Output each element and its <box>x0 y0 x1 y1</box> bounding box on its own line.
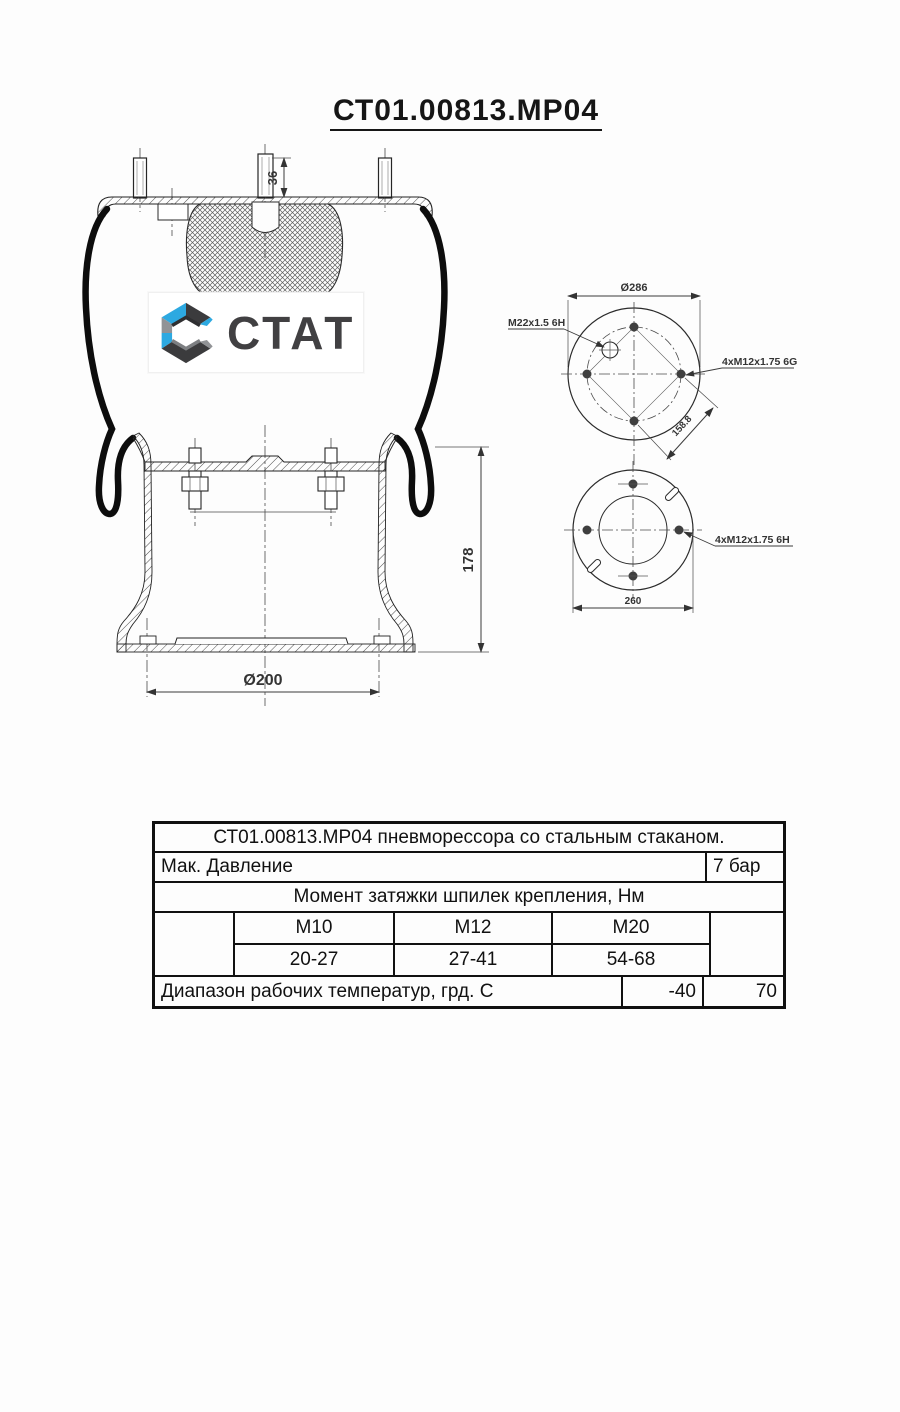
spec-table <box>152 821 786 1009</box>
port-label-group <box>508 317 604 347</box>
pitch-dim-text: 158.8 <box>670 413 695 439</box>
stud-height-dim-text: 36 <box>265 170 280 186</box>
table-title-cell: СТ01.00813.МР04 пневморессора со стальным стаканом. <box>155 824 783 853</box>
pressure-value-cell: 7 бар <box>707 853 783 883</box>
dim-158 <box>638 378 718 460</box>
foot-tab-right <box>374 636 390 644</box>
dim-200 <box>147 672 379 692</box>
size-m20-cell: М20 <box>553 913 711 945</box>
steel-cup <box>117 433 415 652</box>
brand-hex-icon <box>157 301 215 365</box>
top-flange-view <box>508 282 797 467</box>
nut-facets <box>190 477 336 491</box>
size-m10-cell: М10 <box>235 913 395 945</box>
top-stud-label-text: 4xM12x1.75 6G <box>722 356 798 368</box>
air-port-block <box>158 204 188 220</box>
torque-m10-cell: 20-27 <box>235 945 395 977</box>
empty-right-cell <box>711 913 783 977</box>
bottom-stud-label-group <box>684 532 793 546</box>
torque-m20-cell: 54-68 <box>553 945 711 977</box>
port-label-text: M22x1.5 6H <box>508 317 566 329</box>
top-stud-label-group <box>686 356 797 375</box>
torque-m12-cell: 27-41 <box>395 945 553 977</box>
cup-height-dim-text: 178 <box>460 547 477 573</box>
base-dia-dim-text: Ø200 <box>243 672 283 689</box>
air-spring-side-view <box>60 140 500 720</box>
torque-header-cell: Момент затяжки шпилек крепления, Нм <box>155 883 783 913</box>
width-dim-text: 260 <box>624 596 642 607</box>
temp-label-cell: Диапазон рабочих температур, грд. С <box>155 977 623 1006</box>
brand-logo <box>148 292 364 373</box>
temp-min-cell: -40 <box>623 977 704 1006</box>
bumper-notch <box>252 202 279 233</box>
air-port-hole <box>599 339 621 361</box>
empty-left-cell <box>155 913 235 977</box>
foot-tab-left <box>140 636 156 644</box>
pressure-label-cell: Мак. Давление <box>155 853 707 883</box>
base-platform <box>175 638 348 644</box>
part-number-title: СТ01.00813.МР04 <box>330 94 602 131</box>
temp-max-cell: 70 <box>755 980 777 1002</box>
bottom-stud-label-text: 4xM12x1.75 6H <box>715 534 790 546</box>
bottom-flange-view <box>564 461 793 613</box>
flange-views <box>500 275 800 625</box>
page-title <box>16 94 900 131</box>
brand-name: СТАТ <box>227 306 356 359</box>
size-m12-cell: М12 <box>395 913 553 945</box>
top-dia-dim-text: Ø286 <box>620 282 648 294</box>
